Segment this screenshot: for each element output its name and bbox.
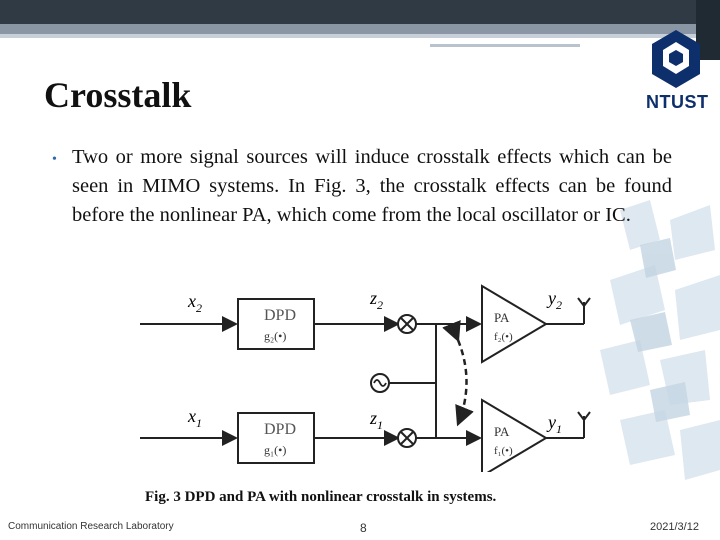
- dpd-bottom-fn: g₁(•): [264, 443, 287, 457]
- pa-bottom-triangle: [482, 400, 546, 472]
- antenna-top-icon: [578, 298, 590, 324]
- footer-page-number: 8: [360, 521, 367, 535]
- bullet-text: Two or more signal sources will induce crosstalk effects which can be seen in MIMO systems. In Fig. 3, the crosstalk effects can be found before the nonlinear PA, which come from the local oscillator or IC.: [72, 146, 672, 226]
- figure-caption: Fig. 3 DPD and PA with nonlinear crosstalk in systems.: [145, 489, 497, 505]
- dpd-top-label: DPD: [264, 307, 297, 324]
- z1-label: $z_1$: [370, 408, 384, 432]
- footer-date: 2021/3/12: [650, 521, 699, 533]
- input-x2-label: $x_2$: [188, 291, 202, 315]
- header-stripe: [0, 34, 720, 38]
- footer-lab: Communication Research Laboratory: [8, 521, 174, 532]
- pa-top-triangle: [482, 286, 546, 362]
- bottom-branch: [140, 400, 590, 472]
- header-accent-line: [430, 44, 580, 47]
- pa-top-label: PA: [494, 310, 510, 325]
- header-band: [0, 24, 720, 34]
- input-x1-label: $x_1$: [188, 406, 202, 430]
- top-branch: [140, 286, 590, 362]
- y1-label: $y_1$: [548, 412, 562, 436]
- dpd-pa-diagram: [140, 282, 610, 472]
- logo-text: NTUST: [646, 92, 709, 112]
- pa-bottom-fn: f₁(•): [494, 445, 513, 457]
- dpd-bottom-label: DPD: [264, 421, 297, 438]
- slide-title: Crosstalk: [44, 75, 192, 115]
- y2-label: $y_2$: [548, 288, 562, 312]
- bullet-marker-icon: •: [52, 152, 57, 167]
- pa-top-fn: f₂(•): [494, 331, 513, 343]
- pa-bottom-label: PA: [494, 424, 510, 439]
- antenna-bottom-icon: [578, 412, 590, 438]
- dpd-top-fn: g₂(•): [264, 329, 287, 343]
- z2-label: $z_2$: [370, 288, 384, 312]
- crosstalk-arrow: [458, 340, 467, 424]
- header-bar: [0, 0, 720, 24]
